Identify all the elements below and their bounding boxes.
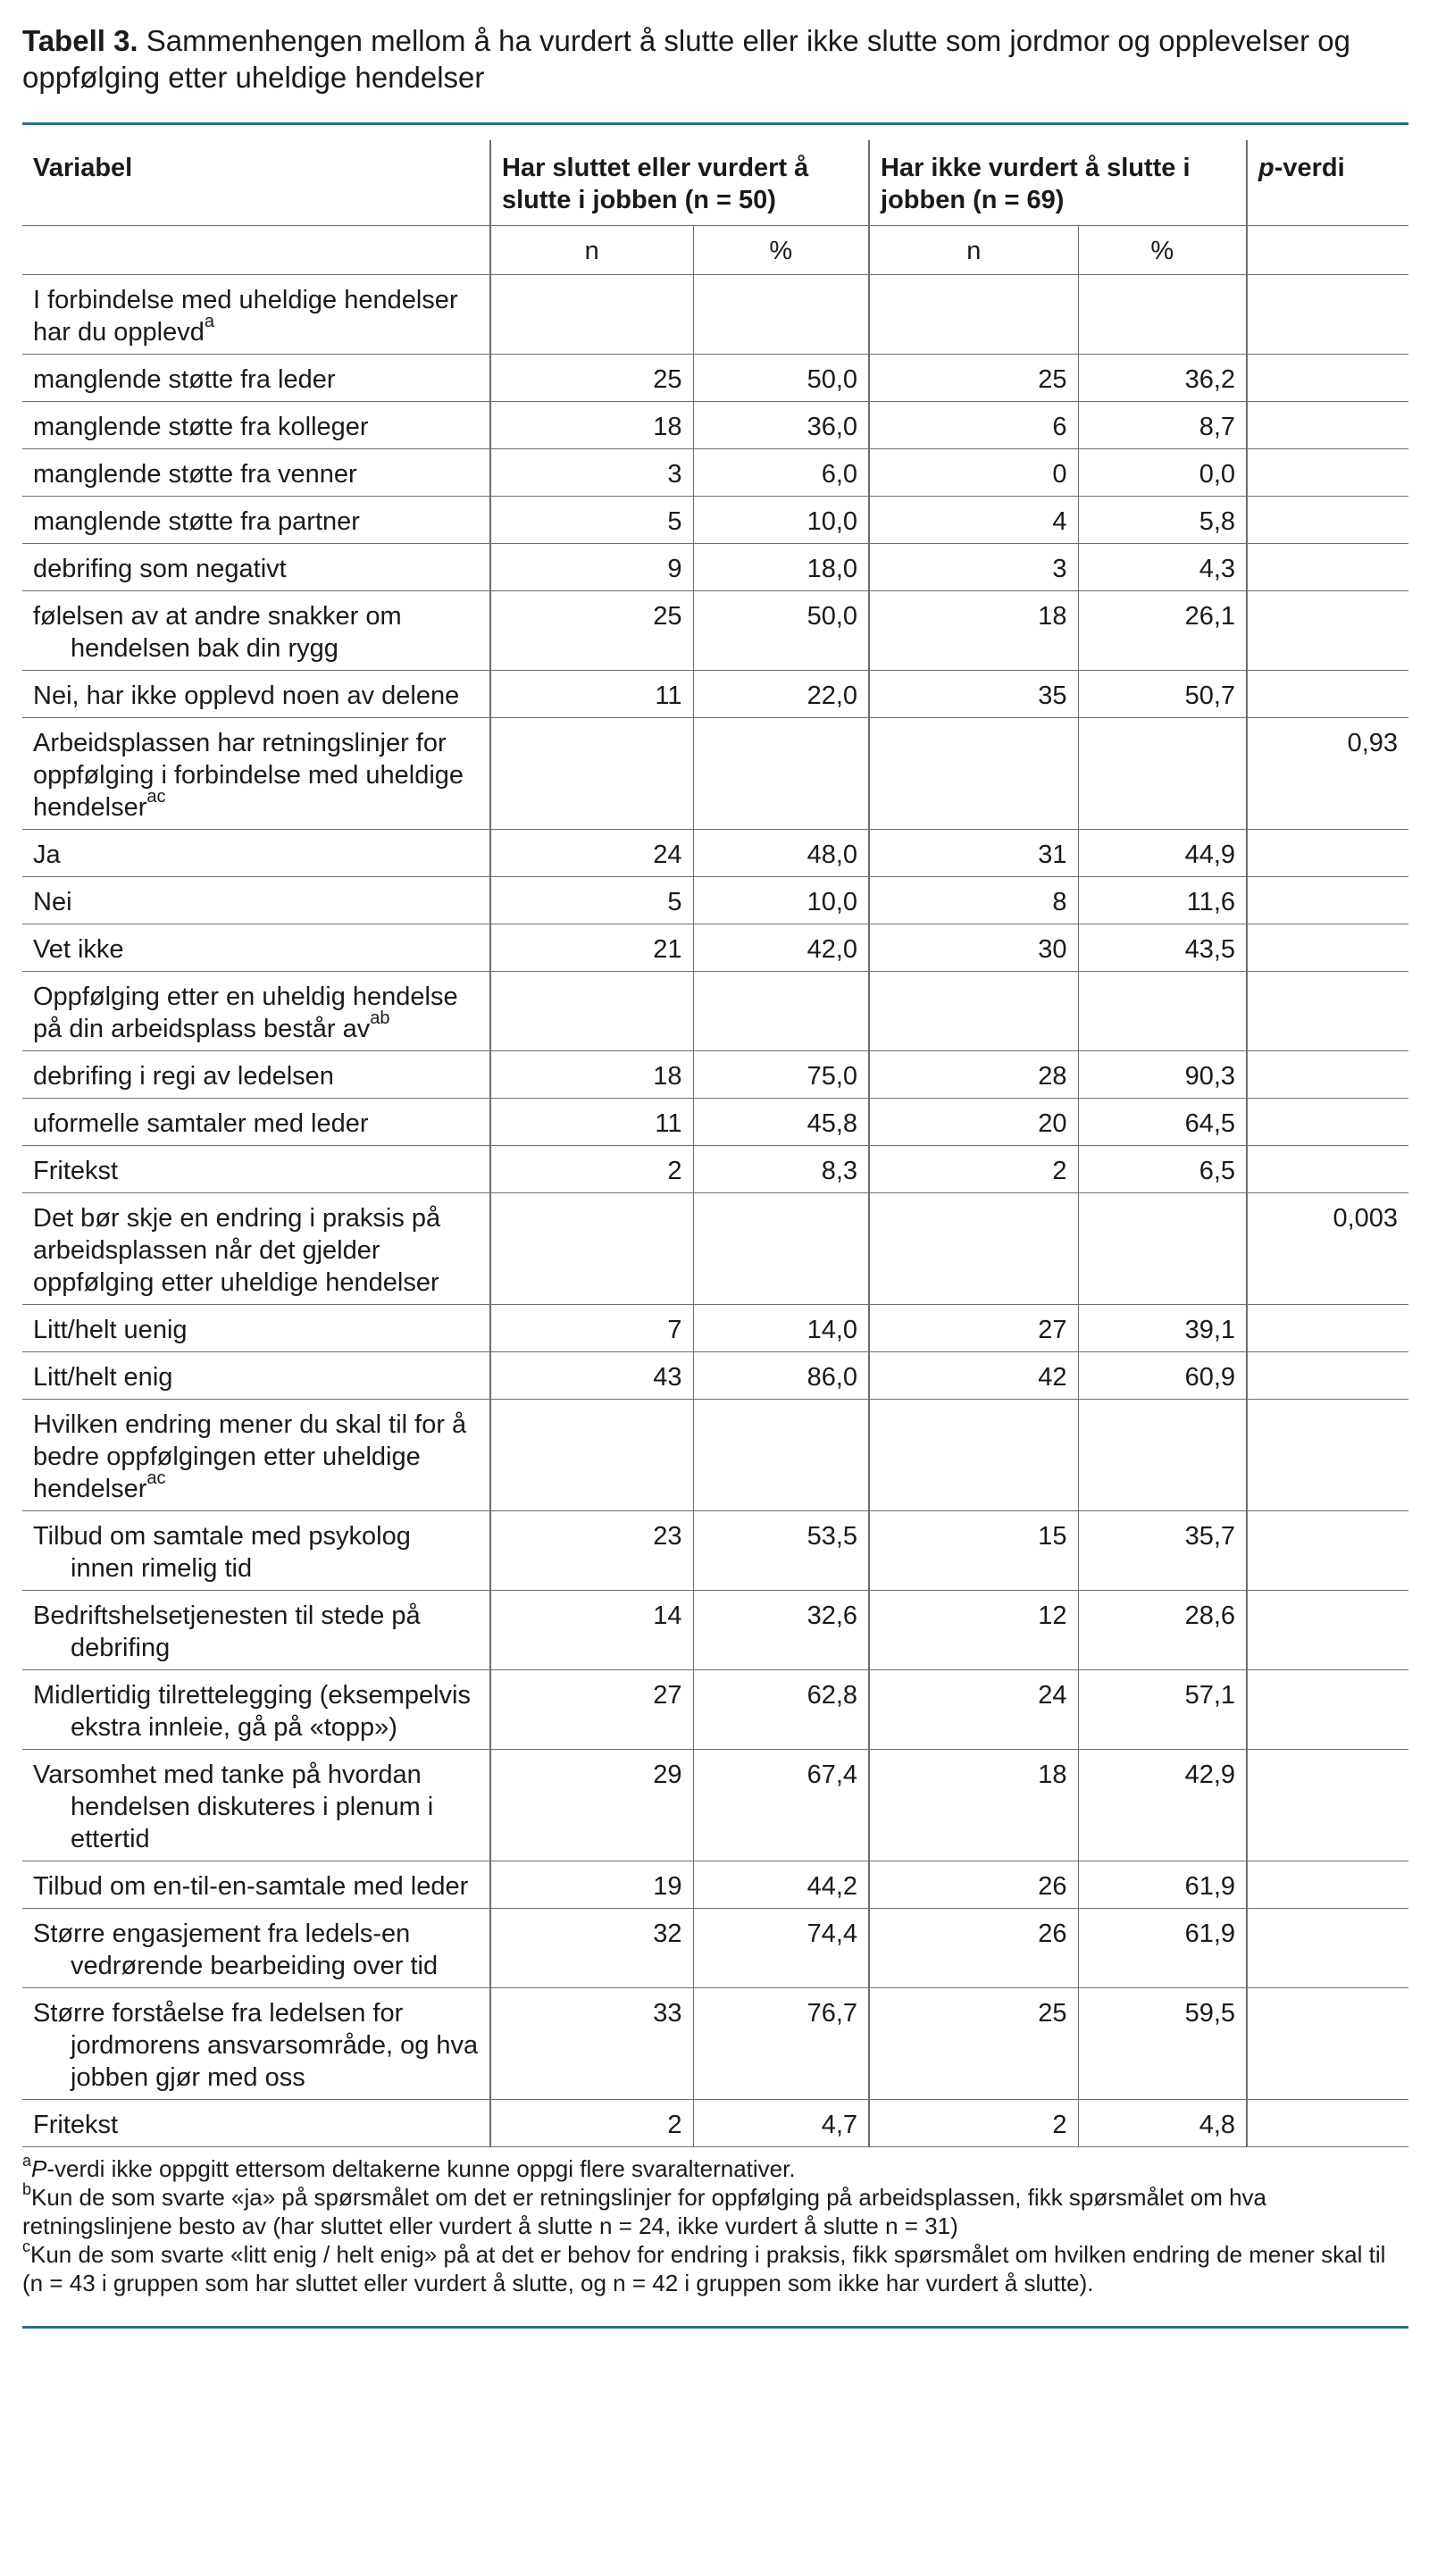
table-row [22,1511,1408,1591]
section-blank-cell [490,275,693,355]
footnote [22,2237,1408,2297]
row-p-blank [1247,544,1408,591]
row-label: Midlertidig tilrettelegging (eksempelvis ekstra innleie, gå på «topp») [22,1670,490,1750]
pct-quit-cell: 6,0 [693,449,869,497]
row-p-blank [1247,1591,1408,1670]
n-quit-cell: 2 [490,1146,693,1193]
section-blank-cell [490,972,693,1051]
section-blank-cell [869,718,1078,830]
n-quit-cell: 23 [490,1511,693,1591]
pct-stay-cell: 61,9 [1078,1861,1247,1909]
pct-quit-cell: 67,4 [693,1750,869,1861]
n-quit-cell: 11 [490,1099,693,1146]
row-label: Litt/helt enig [22,1352,490,1400]
row-label: manglende støtte fra leder [22,355,490,402]
section-blank-cell [1078,275,1247,355]
footnote [22,2180,1408,2240]
section-title: Arbeidsplassen har retningslinjer for oppfølging i forbindelse med uheldige hendelser [33,729,464,822]
pct-quit-cell: 32,6 [693,1591,869,1670]
section-row [22,972,1408,1051]
section-blank-cell [1078,1193,1247,1305]
n-stay-cell: 30 [869,924,1078,972]
table-row [22,355,1408,402]
table-row [22,1591,1408,1670]
row-p-blank [1247,402,1408,449]
table-row [22,830,1408,877]
section-title: Hvilken endring mener du skal til for å bedre oppfølgingen etter uheldige hendelser [33,1410,467,1503]
section-blank-cell [693,1400,869,1511]
n-quit-cell: 11 [490,671,693,718]
section-title-cell [22,718,490,830]
header-p-italic: p [1258,154,1274,182]
section-title-cell [22,1193,490,1305]
table-header [22,140,1408,275]
pct-stay-cell: 57,1 [1078,1670,1247,1750]
row-label: Større forståelse fra ledelsen for jordmorens ansvarsområde, og hva jobben gjør med oss [22,1988,490,2100]
pct-quit-cell: 22,0 [693,671,869,718]
n-stay-cell: 31 [869,830,1078,877]
section-row [22,718,1408,830]
section-blank-cell [1078,718,1247,830]
section-row [22,1193,1408,1305]
footnotes [22,2154,1408,2297]
row-p-blank [1247,449,1408,497]
section-title: Oppfølging etter en uheldig hendelse på din arbeidsplass består av [33,983,458,1043]
top-rule [22,122,1408,125]
p-value-cell: 0,93 [1247,718,1408,830]
pct-stay-cell: 90,3 [1078,1051,1247,1099]
table-body [22,275,1408,2147]
pct-quit-cell: 75,0 [693,1051,869,1099]
row-label: debrifing i regi av ledelsen [22,1051,490,1099]
footnote-text: -verdi ikke oppgitt ettersom deltakerne kunne oppgi flere svaralternativer. [46,2155,796,2182]
section-blank-cell [693,718,869,830]
pct-stay-cell: 64,5 [1078,1099,1247,1146]
table-label: Tabell 3. [22,24,138,57]
section-blank-cell [869,275,1078,355]
table-row [22,2100,1408,2147]
n-quit-cell: 32 [490,1909,693,1988]
subheader-n-quit: n [490,226,693,275]
footnote-mark: a [22,2152,32,2170]
pct-quit-cell: 62,8 [693,1670,869,1750]
n-stay-cell: 18 [869,1750,1078,1861]
n-stay-cell: 25 [869,355,1078,402]
pct-stay-cell: 43,5 [1078,924,1247,972]
n-quit-cell: 21 [490,924,693,972]
pct-stay-cell: 6,5 [1078,1146,1247,1193]
row-label: Tilbud om en-til-en-samtale med leder [22,1861,490,1909]
table-row [22,1305,1408,1352]
pct-stay-cell: 4,8 [1078,2100,1247,2147]
footnote-text: Kun de som svarte «ja» på spørsmålet om det er retningslinjer for oppfølging på arbeidsplassen, fikk spørsmålet om hva retningslinjene besto av (har sluttet eller vurdert å slutte n = 24, ikke vurdert å slutte n = 31) [22,2184,1266,2239]
n-quit-cell: 7 [490,1305,693,1352]
pct-quit-cell: 42,0 [693,924,869,972]
pct-quit-cell: 10,0 [693,497,869,544]
table-title: Sammenhengen mellom å ha vurdert å slutte eller ikke slutte som jordmor og opplevelser og oppfølging etter uheldige hendelser [22,24,1350,94]
section-blank-cell [490,718,693,830]
row-label: Varsomhet med tanke på hvordan hendelsen diskuteres i plenum i ettertid [22,1750,490,1861]
pct-stay-cell: 0,0 [1078,449,1247,497]
pct-stay-cell: 60,9 [1078,1352,1247,1400]
subheader-pct-stay: % [1078,226,1247,275]
n-stay-cell: 26 [869,1909,1078,1988]
section-footnote-mark: a [204,312,214,332]
pct-quit-cell: 86,0 [693,1352,869,1400]
row-label: Bedriftshelsetjenesten til stede på debrifing [22,1591,490,1670]
table-row [22,1146,1408,1193]
n-stay-cell: 27 [869,1305,1078,1352]
header-p-value [1247,140,1408,226]
row-label: debrifing som negativt [22,544,490,591]
row-label: Tilbud om samtale med psykolog innen rimelig tid [22,1511,490,1591]
subheader-pct-quit: % [693,226,869,275]
pct-quit-cell: 45,8 [693,1099,869,1146]
pct-stay-cell: 42,9 [1078,1750,1247,1861]
n-stay-cell: 24 [869,1670,1078,1750]
table-row [22,544,1408,591]
table-row [22,1051,1408,1099]
pct-quit-cell: 8,3 [693,1146,869,1193]
row-label: manglende støtte fra kolleger [22,402,490,449]
table-row [22,1352,1408,1400]
n-quit-cell: 3 [490,449,693,497]
table-row [22,877,1408,924]
row-p-blank [1247,2100,1408,2147]
table-row [22,497,1408,544]
row-p-blank [1247,1051,1408,1099]
n-stay-cell: 0 [869,449,1078,497]
row-p-blank [1247,830,1408,877]
bottom-rule [22,2326,1408,2329]
n-stay-cell: 42 [869,1352,1078,1400]
row-p-blank [1247,1099,1408,1146]
row-label: Ja [22,830,490,877]
pct-quit-cell: 50,0 [693,591,869,671]
p-value-cell [1247,275,1408,355]
footnote [22,2154,1408,2183]
footnote-mark: c [22,2237,30,2256]
row-label: Nei, har ikke opplevd noen av delene [22,671,490,718]
n-stay-cell: 20 [869,1099,1078,1146]
pct-stay-cell: 59,5 [1078,1988,1247,2100]
n-stay-cell: 25 [869,1988,1078,2100]
section-blank-cell [693,1193,869,1305]
n-quit-cell: 5 [490,497,693,544]
pct-quit-cell: 48,0 [693,830,869,877]
n-quit-cell: 9 [490,544,693,591]
pct-quit-cell: 18,0 [693,544,869,591]
table-row [22,1861,1408,1909]
document-page [22,0,1408,2329]
row-label: Fritekst [22,1146,490,1193]
pct-stay-cell: 8,7 [1078,402,1247,449]
pct-stay-cell: 35,7 [1078,1511,1247,1591]
pct-quit-cell: 10,0 [693,877,869,924]
section-blank-cell [490,1193,693,1305]
section-title-cell [22,1400,490,1511]
section-footnote-mark: ab [370,1008,390,1029]
n-stay-cell: 8 [869,877,1078,924]
row-label: Litt/helt uenig [22,1305,490,1352]
row-p-blank [1247,1305,1408,1352]
n-stay-cell: 35 [869,671,1078,718]
table-row [22,1988,1408,2100]
n-quit-cell: 27 [490,1670,693,1750]
pct-quit-cell: 53,5 [693,1511,869,1591]
row-label: Nei [22,877,490,924]
section-title: I forbindelse med uheldige hendelser har du opplevd [33,286,458,347]
section-blank-cell [1078,1400,1247,1511]
subheader-n-stay: n [869,226,1078,275]
pct-stay-cell: 4,3 [1078,544,1247,591]
pct-stay-cell: 26,1 [1078,591,1247,671]
row-p-blank [1247,1988,1408,2100]
row-p-blank [1247,1670,1408,1750]
n-stay-cell: 6 [869,402,1078,449]
header-p-rest: -verdi [1274,154,1345,182]
table-row [22,1750,1408,1861]
row-p-blank [1247,671,1408,718]
row-p-blank [1247,1352,1408,1400]
n-stay-cell: 4 [869,497,1078,544]
n-quit-cell: 19 [490,1861,693,1909]
n-stay-cell: 2 [869,1146,1078,1193]
n-stay-cell: 18 [869,591,1078,671]
n-quit-cell: 18 [490,1051,693,1099]
row-p-blank [1247,924,1408,972]
n-quit-cell: 29 [490,1750,693,1861]
subheader-p-blank [1247,226,1408,275]
n-quit-cell: 43 [490,1352,693,1400]
table-row [22,591,1408,671]
row-label: uformelle samtaler med leder [22,1099,490,1146]
row-p-blank [1247,1861,1408,1909]
row-label: Større engasjement fra ledels-en vedrørende bearbeiding over tid [22,1909,490,1988]
footnote-text: Kun de som svarte «litt enig / helt enig» på at det er behov for endring i praksis, fikk spørsmålet om hvilken endring de mener skal til (n = 43 i gruppen som har sluttet eller vurdert å slutte, og n = 42 i gruppen som ikke har vurdert å slutte). [22,2241,1386,2296]
header-group-quit: Har sluttet eller vurdert å slutte i jobben (n = 50) [490,140,869,226]
n-quit-cell: 18 [490,402,693,449]
pct-quit-cell: 4,7 [693,2100,869,2147]
section-title-cell [22,972,490,1051]
p-value-cell [1247,972,1408,1051]
header-variable: Variabel [22,140,490,226]
pct-stay-cell: 11,6 [1078,877,1247,924]
section-blank-cell [693,972,869,1051]
footnote-italic: P [31,2155,47,2182]
n-quit-cell: 33 [490,1988,693,2100]
section-blank-cell [490,1400,693,1511]
pct-quit-cell: 36,0 [693,402,869,449]
table-row [22,402,1408,449]
n-quit-cell: 25 [490,355,693,402]
n-stay-cell: 3 [869,544,1078,591]
row-label: manglende støtte fra venner [22,449,490,497]
pct-quit-cell: 14,0 [693,1305,869,1352]
n-quit-cell: 24 [490,830,693,877]
pct-stay-cell: 36,2 [1078,355,1247,402]
section-blank-cell [869,1400,1078,1511]
footnote-mark: b [22,2180,32,2199]
results-table [22,140,1408,2147]
section-blank-cell [869,1193,1078,1305]
n-stay-cell: 2 [869,2100,1078,2147]
p-value-cell: 0,003 [1247,1193,1408,1305]
header-group-stay: Har ikke vurdert å slutte i jobben (n = 69) [869,140,1247,226]
section-row [22,1400,1408,1511]
table-row [22,1909,1408,1988]
n-quit-cell: 5 [490,877,693,924]
row-p-blank [1247,877,1408,924]
pct-stay-cell: 28,6 [1078,1591,1247,1670]
pct-stay-cell: 5,8 [1078,497,1247,544]
subheader-blank [22,226,490,275]
pct-stay-cell: 61,9 [1078,1909,1247,1988]
p-value-cell [1247,1400,1408,1511]
row-p-blank [1247,355,1408,402]
n-stay-cell: 26 [869,1861,1078,1909]
n-quit-cell: 14 [490,1591,693,1670]
n-quit-cell: 25 [490,591,693,671]
pct-stay-cell: 50,7 [1078,671,1247,718]
row-p-blank [1247,1146,1408,1193]
section-row [22,275,1408,355]
n-stay-cell: 15 [869,1511,1078,1591]
pct-stay-cell: 39,1 [1078,1305,1247,1352]
row-label: Vet ikke [22,924,490,972]
section-title-cell [22,275,490,355]
pct-stay-cell: 44,9 [1078,830,1247,877]
section-blank-cell [869,972,1078,1051]
n-quit-cell: 2 [490,2100,693,2147]
row-p-blank [1247,591,1408,671]
row-p-blank [1247,1511,1408,1591]
n-stay-cell: 28 [869,1051,1078,1099]
n-stay-cell: 12 [869,1591,1078,1670]
table-row [22,1670,1408,1750]
row-p-blank [1247,497,1408,544]
section-footnote-mark: ac [146,787,166,807]
pct-quit-cell: 76,7 [693,1988,869,2100]
row-p-blank [1247,1909,1408,1988]
pct-quit-cell: 74,4 [693,1909,869,1988]
row-label: Fritekst [22,2100,490,2147]
section-footnote-mark: ac [146,1468,166,1489]
table-row [22,449,1408,497]
pct-quit-cell: 50,0 [693,355,869,402]
row-label: følelsen av at andre snakker om hendelsen bak din rygg [22,591,490,671]
pct-quit-cell: 44,2 [693,1861,869,1909]
section-blank-cell [1078,972,1247,1051]
row-p-blank [1247,1750,1408,1861]
row-label: manglende støtte fra partner [22,497,490,544]
table-row [22,1099,1408,1146]
section-title: Det bør skje en endring i praksis på arbeidsplassen når det gjelder oppfølging etter uheldige hendelser [33,1204,441,1297]
section-blank-cell [693,275,869,355]
table-row [22,924,1408,972]
table-caption [22,0,1408,96]
table-row [22,671,1408,718]
